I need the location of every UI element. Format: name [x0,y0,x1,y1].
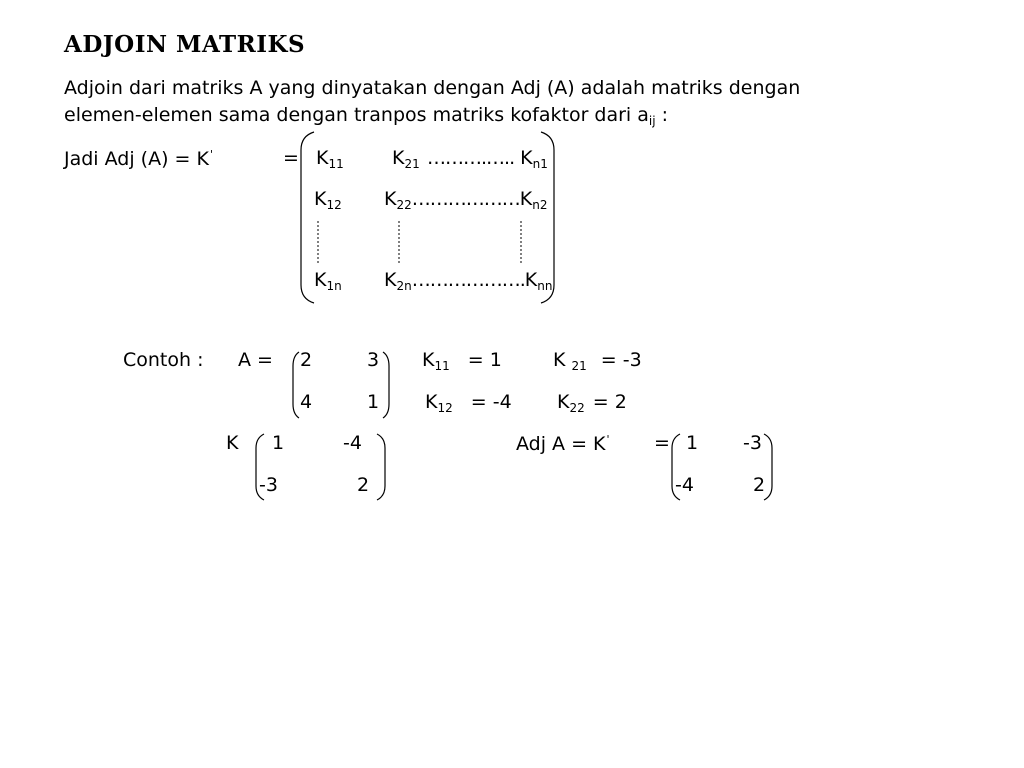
matrix-cell-k22-kn2: $K_{22}\dots\dots\dots\dots\dots\dots K_{n2}$ [384,188,548,212]
matrix-a-cell: 1 [367,391,380,413]
adjoint-definition-equals: = [283,147,299,169]
matrix-adj-cell: -3 [743,432,762,454]
matrix-a-cell: 4 [300,391,313,413]
matrix-cell-kn1: ……….….. $K_{n1}$ [427,147,548,171]
matrix-a-cell: 3 [367,349,380,371]
matrix-adj-cell: -4 [675,474,694,496]
matrix-cell-k12: $K_{12}$ [314,188,342,212]
adj-a-equals: = [654,432,670,454]
matrix-k-cell: 1 [272,432,285,454]
page-title: ADJOIN MATRIKS [64,31,306,58]
matrix-k-cell: -4 [343,432,362,454]
adjoint-definition-lhs: Jadi Adj (A) = K' [64,148,213,170]
matrix-k-label: K [226,432,239,454]
cofactor-k21: K $_{21}$ = -3 [553,349,642,373]
matrix-cell-k11: $K_{11}$ [316,147,344,171]
intro-line-2: elemen-elemen sama dengan tranpos matriks kofaktor dari $a_{ij}$ : [64,104,669,128]
matrix-cell-k1n: $K_{1n}$ [314,269,342,293]
example-label: Contoh : [123,349,204,371]
matrix-cell-k2n-knn: $K_{2n}\dots\dots\dots\dots\dots\dots.K_{nn}$ [384,269,553,293]
matrix-k-cell: -3 [259,474,278,496]
matrix-k-cell: 2 [357,474,370,496]
cofactor-k22: $K_{22} = 2$ [557,391,627,415]
matrix-adj-cell: 2 [753,474,766,496]
adj-a-label: Adj A = K' [516,433,610,455]
cofactor-k12: $K_{12} = -4$ [425,391,512,415]
cofactor-k11: $K_{11} = 1$ [422,349,502,373]
matrix-cell-k21: $K_{21}$ [392,147,420,171]
intro-line-1: Adjoin dari matriks A yang dinyatakan dengan Adj (A) adalah matriks dengan [64,77,801,99]
matrix-adj-cell: 1 [686,432,699,454]
matrix-a-label: A = [238,349,273,371]
matrix-a-cell: 2 [300,349,313,371]
